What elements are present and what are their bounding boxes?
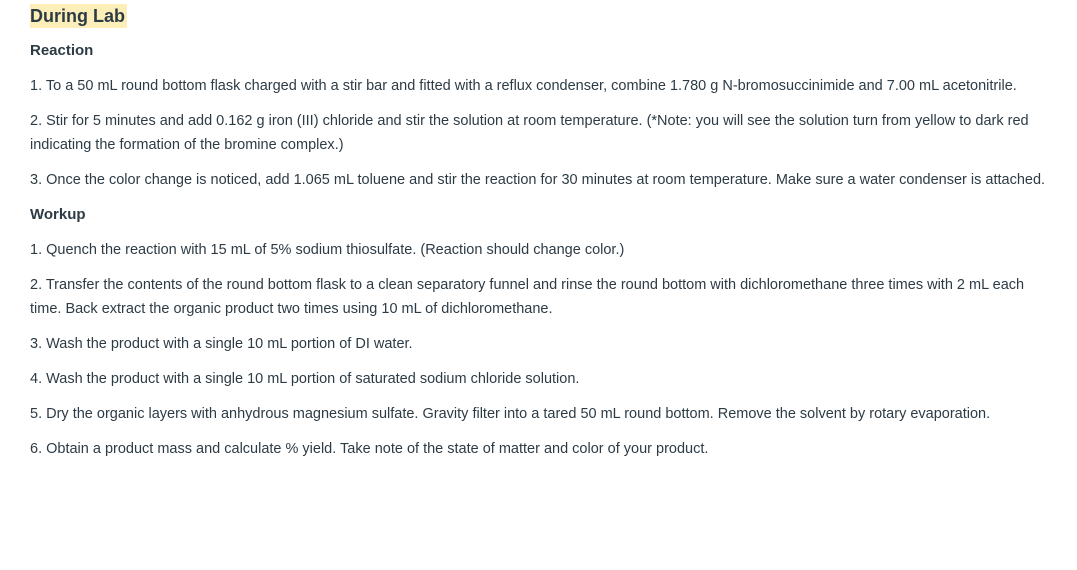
workup-step-5: 5. Dry the organic layers with anhydrous magnesium sulfate. Gravity filter into a tared 50 mL round bottom. Remove the solvent by rotary evaporation. bbox=[30, 406, 991, 422]
section-workup bbox=[30, 204, 1053, 461]
section-heading-reaction: Reaction bbox=[30, 42, 94, 59]
section-heading-workup: Workup bbox=[30, 206, 86, 223]
page-title: During Lab bbox=[30, 6, 125, 26]
workup-step-6: 6. Obtain a product mass and calculate % yield. Take note of the state of matter and color of your product. bbox=[30, 441, 709, 457]
reaction-step-1: 1. To a 50 mL round bottom flask charged with a stir bar and fitted with a reflux condenser, combine 1.780 g N-bromosuccinimide and 7.00 mL acetonitrile. bbox=[30, 78, 1017, 94]
page-title-wrapper bbox=[30, 2, 1053, 28]
workup-step-2: 2. Transfer the contents of the round bottom flask to a clean separatory funnel and rinse the round bottom with dichloromethane three times with 2 mL each time. Back extract the organic product two times using 10 mL of dichloromethane. bbox=[30, 277, 1025, 317]
section-reaction bbox=[30, 40, 1053, 192]
workup-step-4: 4. Wash the product with a single 10 mL portion of saturated sodium chloride solution. bbox=[30, 371, 580, 387]
workup-step-1: 1. Quench the reaction with 15 mL of 5% sodium thiosulfate. (Reaction should change color.) bbox=[30, 242, 625, 258]
workup-step-3: 3. Wash the product with a single 10 mL portion of DI water. bbox=[30, 336, 413, 352]
reaction-step-3: 3. Once the color change is noticed, add 1.065 mL toluene and stir the reaction for 30 minutes at room temperature. Make sure a water condenser is attached. bbox=[30, 172, 1046, 188]
reaction-step-2: 2. Stir for 5 minutes and add 0.162 g iron (III) chloride and stir the solution at room temperature. (*Note: you will see the solution turn from yellow to dark red indicating the formation of the bromine complex.) bbox=[30, 113, 1029, 153]
